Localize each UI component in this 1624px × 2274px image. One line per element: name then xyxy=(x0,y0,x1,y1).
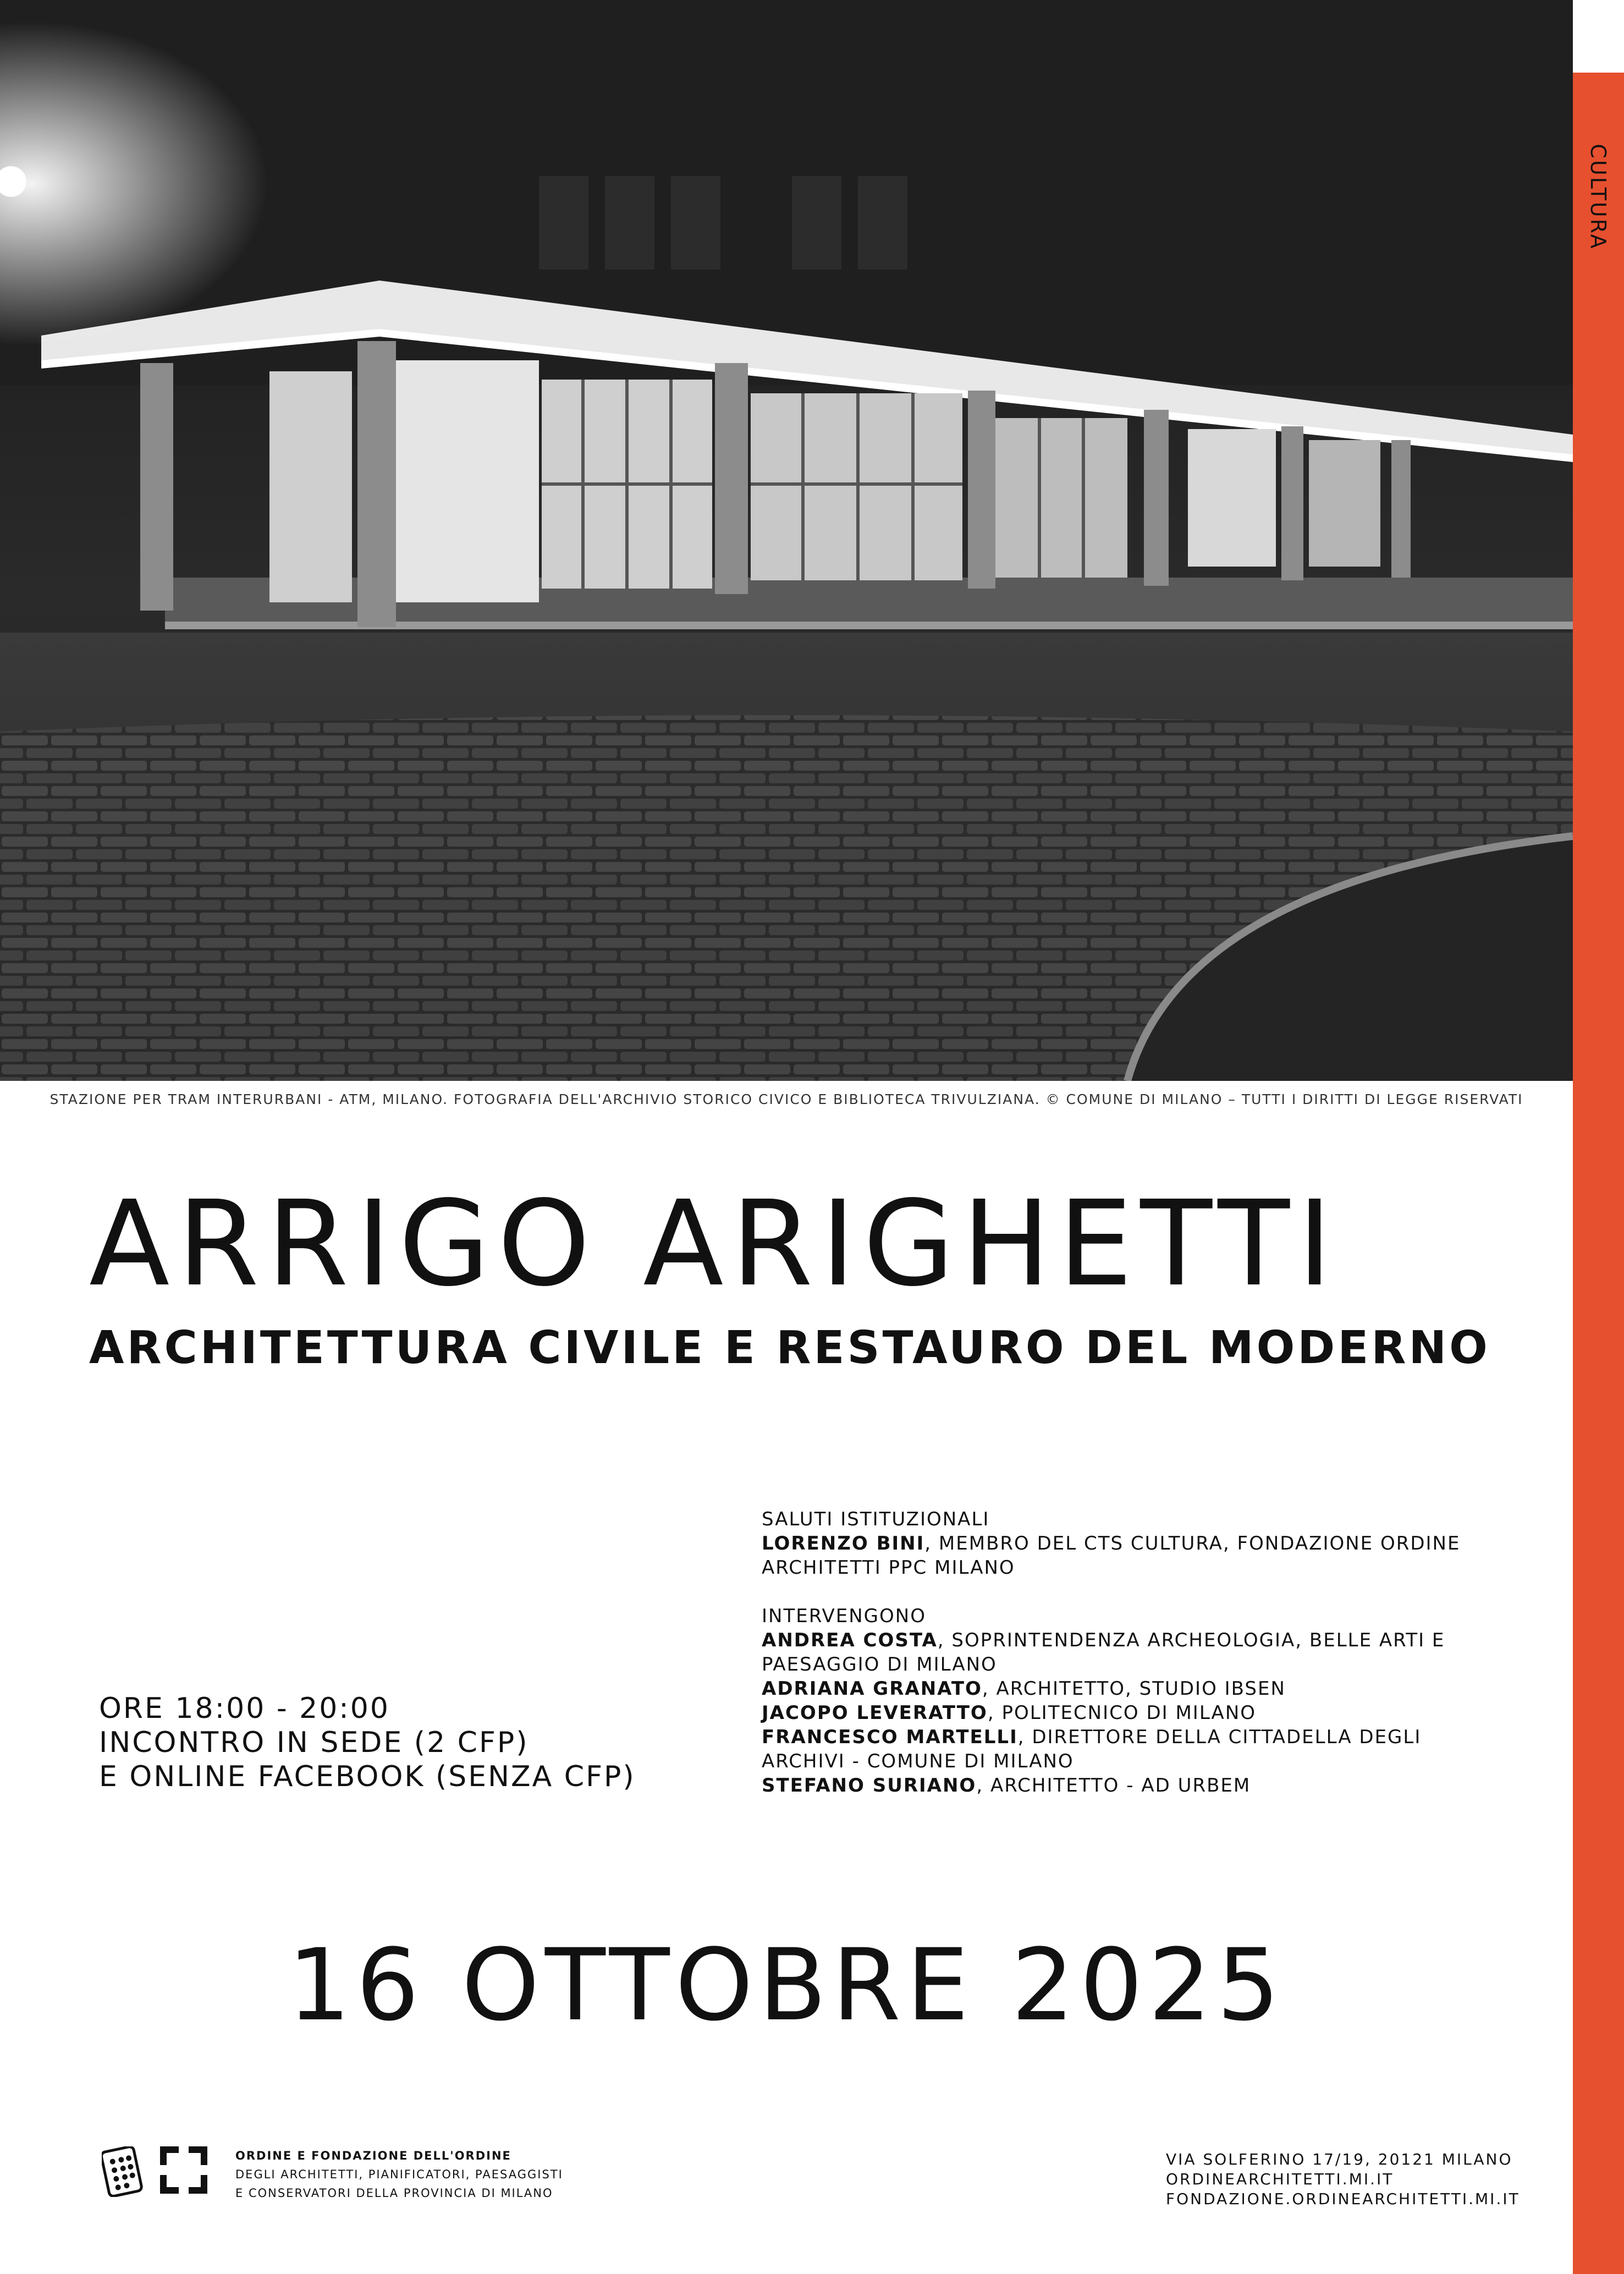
speakers-list xyxy=(762,1507,1493,1798)
speaker-role: , ARCHITETTO - AD URBEM xyxy=(976,1775,1251,1797)
speaker-entry xyxy=(762,1677,1493,1701)
speaker-role: , MEMBRO DEL CTS CULTURA, FONDAZIONE ORDINE ARCHITETTI PPC MILANO xyxy=(762,1533,1461,1579)
event-time: ORE 18:00 - 20:00 xyxy=(99,1692,390,1725)
greeting-heading: SALUTI ISTITUZIONALI xyxy=(762,1508,990,1530)
speaker-entry xyxy=(762,1773,1493,1798)
ordine-logo-icon xyxy=(102,2146,145,2197)
event-online: E ONLINE FACEBOOK (SENZA CFP) xyxy=(99,1760,636,1793)
speaker-entry xyxy=(762,1725,1493,1773)
fondazione-logo-icon xyxy=(160,2146,207,2194)
speaker-name: JACOPO LEVERATTO xyxy=(762,1702,988,1724)
speaker-name: ANDREA COSTA xyxy=(762,1629,938,1651)
org-description: E CONSERVATORI DELLA PROVINCIA DI MILANO xyxy=(235,2187,553,2200)
event-subtitle: ARCHITETTURA CIVILE E RESTAURO DEL MODERNO xyxy=(89,1322,1490,1374)
website-link[interactable]: FONDAZIONE.ORDINEARCHITETTI.MI.IT xyxy=(1166,2190,1520,2208)
speaker-name: ADRIANA GRANATO xyxy=(762,1678,982,1700)
speaker-role: , POLITECNICO DI MILANO xyxy=(987,1702,1257,1724)
org-description: DEGLI ARCHITETTI, PIANIFICATORI, PAESAGGISTI xyxy=(235,2168,563,2181)
photo-caption: STAZIONE PER TRAM INTERURBANI - ATM, MILANO. FOTOGRAFIA DELL'ARCHIVIO STORICO CIVICO E BIBLIOTECA TRIVULZIANA. © COMUNE DI MILANO – TUTTI I DIRITTI DI LEGGE RISERVATI xyxy=(49,1091,1523,1107)
website-link[interactable]: ORDINEARCHITETTI.MI.IT xyxy=(1166,2170,1394,2188)
speaker-role: , ARCHITETTO, STUDIO IBSEN xyxy=(982,1678,1286,1700)
speaker-role: , SOPRINTENDENZA ARCHEOLOGIA, BELLE ARTI E PAESAGGIO DI MILANO xyxy=(762,1629,1445,1676)
speaker-entry xyxy=(762,1701,1493,1725)
contacts-block xyxy=(1166,2150,1520,2209)
event-venue: INCONTRO IN SEDE (2 CFP) xyxy=(99,1726,529,1759)
accent-side-band xyxy=(1573,73,1624,2274)
org-name: ORDINE E FONDAZIONE DELL'ORDINE xyxy=(235,2149,511,2162)
speaker-name: LORENZO BINI xyxy=(762,1533,925,1555)
address: VIA SOLFERINO 17/19, 20121 MILANO xyxy=(1166,2150,1513,2168)
tram-station-photo xyxy=(0,0,1573,1081)
hero-photo xyxy=(0,0,1573,1081)
event-title: ARRIGO ARIGHETTI xyxy=(89,1176,1340,1312)
speaker-name: FRANCESCO MARTELLI xyxy=(762,1726,1018,1748)
talks-heading: INTERVENGONO xyxy=(762,1605,926,1627)
event-info xyxy=(99,1691,636,1794)
speaker-entry xyxy=(762,1531,1493,1580)
speaker-name: STEFANO SURIANO xyxy=(762,1775,977,1797)
speaker-role: , DIRETTORE DELLA CITTADELLA DEGLI ARCHIVI - COMUNE DI MILANO xyxy=(762,1726,1422,1772)
event-date: 16 OTTOBRE 2025 xyxy=(288,1928,1285,2043)
speaker-entry xyxy=(762,1628,1493,1677)
org-logo xyxy=(102,2146,207,2197)
category-label: CULTURA xyxy=(1586,144,1610,250)
org-name-block xyxy=(235,2146,563,2202)
